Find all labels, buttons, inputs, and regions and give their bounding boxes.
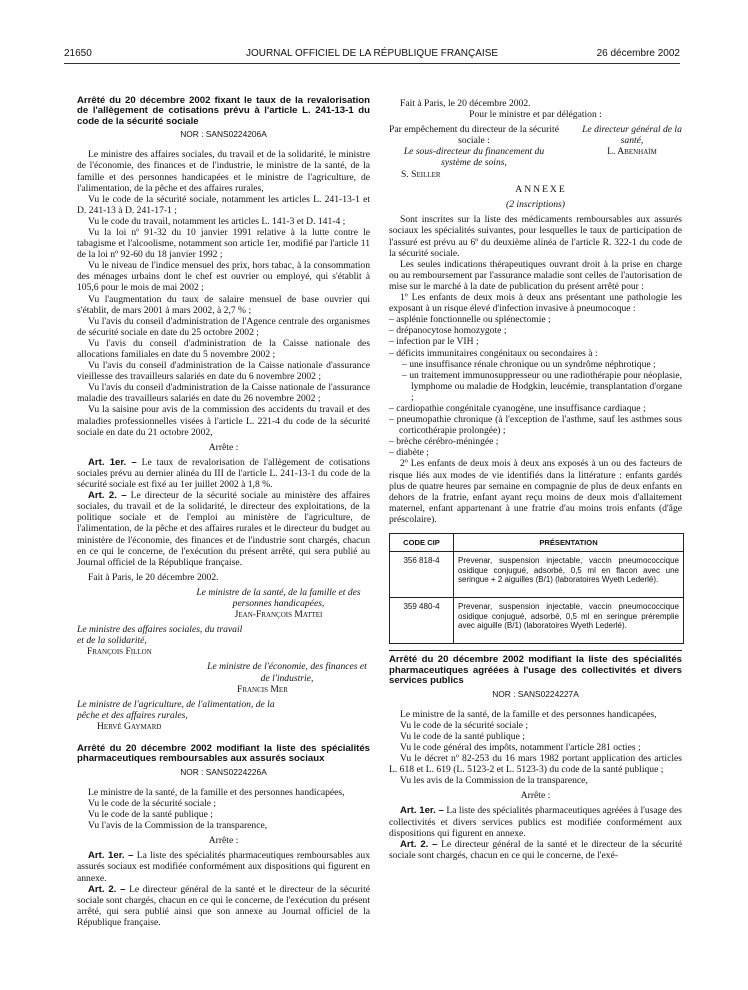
signature-name: François Fillon — [87, 646, 152, 658]
arrete2-fait: Fait à Paris, le 20 décembre 2002. — [400, 98, 531, 109]
arrete1-visa: Vu la loi nº 91-32 du 10 janvier 1991 relative à la lutte contre le tabagisme et l'alcoolisme, notamment son article 1er, modifié par l'article 11 de la loi nº 92-60 du 18 janvier 1992 ; — [77, 226, 370, 261]
list-subitem: – une insuffisance rénale chronique ou un syndrôme néphrotique ; — [402, 358, 656, 370]
list-item: – pneumopathie chronique (à l'exception de l'asthme, sauf les asthmes sous corticothérapie prolongée) ; — [389, 414, 682, 437]
signature-right — [582, 124, 682, 157]
article-label: Art. 2. – — [400, 838, 438, 850]
arrete1-visa: Vu l'avis du conseil d'administration de la Caisse nationale des allocations familiales en date du 5 novembre 2002 ; — [77, 337, 370, 360]
presentation: Prevenar, suspension injectable, vaccin pneumococcique osidique conjugué, adsorbé, 0,5 ml en seringue préremplie avec aiguille (B/1) (laboratoires Wyeth Lederlé). — [454, 598, 684, 644]
signature-name: Jean-François Mattei — [234, 609, 323, 621]
list-item: – asplénie fonctionnelle ou splénectomie ; — [389, 314, 551, 326]
table-header: CODE CIP — [390, 534, 454, 552]
list-item: – brèche cérébro-méningée ; — [389, 436, 499, 448]
article-label: Art. 2. – — [88, 490, 127, 502]
signature-left — [389, 124, 559, 179]
arrete2-pour-ministre: Pour le ministre et par délégation : — [469, 109, 602, 121]
article-label: Art. 1er. – — [88, 456, 137, 468]
arrete2-article-1 — [77, 850, 370, 883]
header-rule — [64, 63, 680, 64]
article-label: Art. 1er. – — [88, 850, 134, 862]
arrete1-visa: Vu le code de la sécurité sociale, notamment les articles L. 241-13-1 et D. 241-13 à D. 241-17-1 ; — [77, 193, 370, 216]
arrete1-article-1 — [77, 457, 370, 490]
list-subitem: – un traitement immunosuppresseur ou une radiothérapie pour néoplasie, lymphome ou maladie de Hodgkin, leucémie, transplantation d'organe ; — [402, 369, 683, 403]
signature-title: Le ministre de la santé, de la famille et des personnes handicapées, — [196, 586, 361, 609]
arrete2-nor: NOR : SANS0224226A — [180, 766, 267, 777]
arrete2-visa: Le ministre de la santé, de la famille et des personnes handicapées, — [88, 786, 345, 798]
arrete1-visa: Le ministre des affaires sociales, du travail et de la solidarité, le ministre de l'économie, des finances et de l'industrie, le ministre de la santé, de la famille et des personnes handicapées et le ministre de l'agriculture, de l'alimentation, de la pêche et des affaires rurales, — [77, 149, 370, 194]
arrete1-arrete-label: Arrête : — [208, 441, 239, 453]
arrete1-signatures — [77, 587, 370, 732]
pathology-list — [389, 314, 682, 458]
arrete2-article-2 — [77, 884, 370, 928]
arrete2-title: Arrêté du 20 décembre 2002 modifiant la liste des spécialités pharmaceutiques remboursables aux assurés sociaux — [77, 743, 370, 765]
cip-code: 359 480-4 — [390, 598, 454, 644]
journal-title: JOURNAL OFFICIEL DE LA RÉPUBLIQUE FRANÇAISE — [245, 48, 499, 59]
annexe-paragraph: Les seules indications thérapeutiques ouvrant droit à la prise en charge ou au remboursement par l'assurance maladie sont celles de l'autorisation de mise sur le marché à la date de publication du présent arrêté pour : — [389, 258, 682, 292]
presentation: Prevenar, suspension injectable, vaccin pneumococcique osidique conjugué, adsorbé, 0,5 ml en flacon avec une seringue + 2 aiguilles (B/1) (laboratoires Wyeth Lederlé). — [454, 552, 684, 598]
annexe-title: ANNEXE — [515, 184, 567, 196]
arrete2-signatures — [389, 124, 682, 180]
signature-name: Francis Mer — [237, 683, 288, 695]
arrete3-arrete-label: Arrête : — [520, 790, 551, 802]
annexe-subtitle: (2 inscriptions) — [506, 199, 565, 211]
table-row — [390, 598, 684, 644]
arrete2-visa: Vu l'avis de la Commission de la transparence, — [88, 820, 268, 832]
arrete3-nor: NOR : SANS0224227A — [492, 688, 579, 699]
arrete1-visa: Vu l'avis du conseil d'administration de la Caisse nationale de l'assurance maladie des travailleurs salariés en date du 26 novembre 2002 ; — [77, 382, 370, 405]
cip-code: 356 818-4 — [390, 552, 454, 598]
section-divider — [389, 650, 682, 651]
table-row — [390, 552, 684, 598]
list-item: – infection par le VIH ; — [389, 336, 479, 348]
arrete2-visa: Vu le code de la santé publique ; — [88, 809, 213, 821]
annexe-paragraph: 1º Les enfants de deux mois à deux ans présentant une pathologie les exposant à un risque élevé d'infection invasive à pneumocoque : — [389, 292, 682, 315]
table-header-row — [390, 534, 684, 552]
list-item: – diabète ; — [389, 447, 429, 459]
arrete3-visa: Vu le code général des impôts, notamment l'article 281 octies ; — [400, 742, 641, 753]
signature-name: Hervé Gaymard — [97, 720, 162, 732]
right-column — [389, 98, 682, 861]
signature-name: S. Seiller — [401, 168, 441, 180]
arrete3-visa: Vu le code de la sécurité sociale ; — [400, 719, 529, 731]
arrete1-visa: Vu l'augmentation du taux de salaire mensuel de base ouvrier qui s'établit, de mars 2001 à mars 2002, à 2,7 % ; — [77, 293, 370, 316]
list-item: – drépanocytose homozygote ; — [389, 325, 507, 337]
article-text: Le directeur de la sécurité sociale au ministère des affaires sociales, du travail et de la solidarité, le directeur des exploitations, de la politique sociale et de l'emploi au ministère de l'agriculture, de l'alimentation, de la pêche et des affaires rurales et le directeur du budget au ministère de l'économie, des finances et de l'industrie sont chargés, chacun en ce qui le concerne, de l'exécution du présent arrêté, qui sera publié au Journal officiel de la République française. — [77, 490, 370, 568]
cip-table — [389, 533, 684, 644]
arrete3-visa: Le ministre de la santé, de la famille et des personnes handicapées, — [400, 708, 657, 720]
annexe-paragraph: 2º Les enfants de deux mois à deux ans exposés à un ou des facteurs de risque liés aux modes de vie identifiés dans la littérature : enfants gardés plus de quatre heures par semaine en compagnie de plus de deux enfants en dehors de la fratrie, enfant ayant reçu moins de deux mois d'allaitement maternel, enfant appartenant à une fratrie d'au moins trois enfants (d'âge préscolaire). — [389, 458, 682, 525]
signature-title: Le ministre des affaires sociales, du travail et de la solidarité, — [77, 624, 243, 647]
arrete3-visa: Vu le décret nº 82-253 du 16 mars 1982 portant application des articles L. 618 et L. 619 (L. 5123-2 et L. 5123-3) du code de la santé publique ; — [389, 753, 682, 776]
arrete1-visa: Vu l'avis du conseil d'administration de la Caisse nationale d'assurance vieillesse des travailleurs salariés en date du 6 novembre 2002 ; — [77, 360, 370, 383]
signature-title: Le ministre de l'économie, des finances et de l'industrie, — [207, 661, 367, 684]
arrete1-article-2 — [77, 490, 370, 568]
signature-title: Le ministre de l'agriculture, de l'alimentation, de la pêche et des affaires rurales, — [77, 698, 275, 721]
arrete3-visa: Vu le code de la santé publique ; — [400, 730, 525, 742]
arrete3-article-2 — [389, 839, 682, 861]
arrete1-visa: Vu l'avis du conseil d'administration de l'Agence centrale des organismes de sécurité sociale en date du 25 octobre 2002 ; — [77, 315, 370, 338]
page-header — [64, 48, 680, 62]
arrete1-fait: Fait à Paris, le 20 décembre 2002. — [88, 571, 219, 583]
arrete1-visa: Vu la saisine pour avis de la commission des accidents du travail et des maladies professionnelles visées à l'article L. 221-4 du code de la sécurité sociale en date du 21 octobre 2002, — [77, 404, 370, 438]
article-text: Le directeur général de la santé et le directeur de la sécurité sociale sont chargés, chacun en ce qui le concerne, de l'exécution du présent arrêté, qui sera publié ainsi que son annexe au Journal officiel de la République française. — [77, 883, 370, 928]
list-item: – cardiopathie congénitale cyanogène, une insuffisance cardiaque ; — [389, 402, 646, 414]
left-column — [77, 96, 370, 928]
arrete3-visa: Vu les avis de la Commission de la transparence, — [400, 775, 588, 787]
arrete1-title: Arrêté du 20 décembre 2002 fixant le taux de la revalorisation de l'allègement de cotisations prévu à l'article L. 241-13-1 du code de la sécurité sociale — [77, 95, 370, 127]
issue-date: 26 décembre 2002 — [596, 48, 680, 59]
signature-title: Le sous-directeur du financement du système de soins, — [403, 146, 545, 169]
arrete1-visa: Vu le code du travail, notamment les articles L. 141-3 et D. 141-4 ; — [88, 215, 346, 227]
signature-title: Le directeur général de la santé, — [582, 124, 682, 147]
article-text: La liste des spécialités pharmaceutiques agréées à l'usage des collectivités et divers services publics est modifiée conformément aux dispositions qui figurent en annexe. — [389, 805, 682, 839]
arrete2-visa: Vu le code de la sécurité sociale ; — [88, 798, 217, 809]
article-text: Le directeur général de la santé et le directeur de la sécurité sociale sont chargés, chacun en ce qui le concerne, de l'exé- — [389, 838, 682, 861]
article-text: Le taux de revalorisation de l'allègement de cotisations sociales prévu au dernier alinéa du III de l'article L. 241-13-1 du code de la sécurité sociale est fixé au 1er juillet 2002 à 1,8 %. — [77, 456, 370, 491]
article-text: La liste des spécialités pharmaceutiques remboursables aux assurés sociaux est modifiée conformément aux dispositions qui figurent en annexe. — [77, 850, 370, 884]
arrete3-title: Arrêté du 20 décembre 2002 modifiant la liste des spécialités pharmaceutiques agréées à l'usage des collectivités et divers services publics — [389, 654, 682, 687]
arrete1-nor: NOR : SANS0224206A — [180, 129, 267, 140]
signature-name: L. Abenhaïm — [607, 146, 657, 158]
signature-title: Par empêchement du directeur de la sécurité sociale : — [389, 124, 559, 147]
list-item: – déficits immunitaires congénitaux ou secondaires à : — [389, 347, 598, 359]
arrete1-visa: Vu le niveau de l'indice mensuel des prix, hors tabac, à la consommation des ménages urbains dont le chef est ouvrier ou employé, qui s'établit à 105,6 pour le mois de mai 2002 ; — [77, 260, 370, 294]
table-header: PRÉSENTATION — [454, 534, 684, 552]
arrete3-article-1 — [389, 805, 682, 838]
article-label: Art. 1er. – — [400, 805, 444, 817]
page-number: 21650 — [64, 48, 92, 59]
annexe-paragraph: Sont inscrites sur la liste des médicaments remboursables aux assurés sociaux les spécialités suivantes, pour lesquelles le taux de participation de l'assuré est prévu au 6º du deuxième alinéa de l'article R. 322-1 du code de la sécurité sociale. — [389, 214, 682, 259]
arrete2-arrete-label: Arrête : — [208, 835, 239, 847]
article-label: Art. 2. – — [88, 883, 126, 895]
